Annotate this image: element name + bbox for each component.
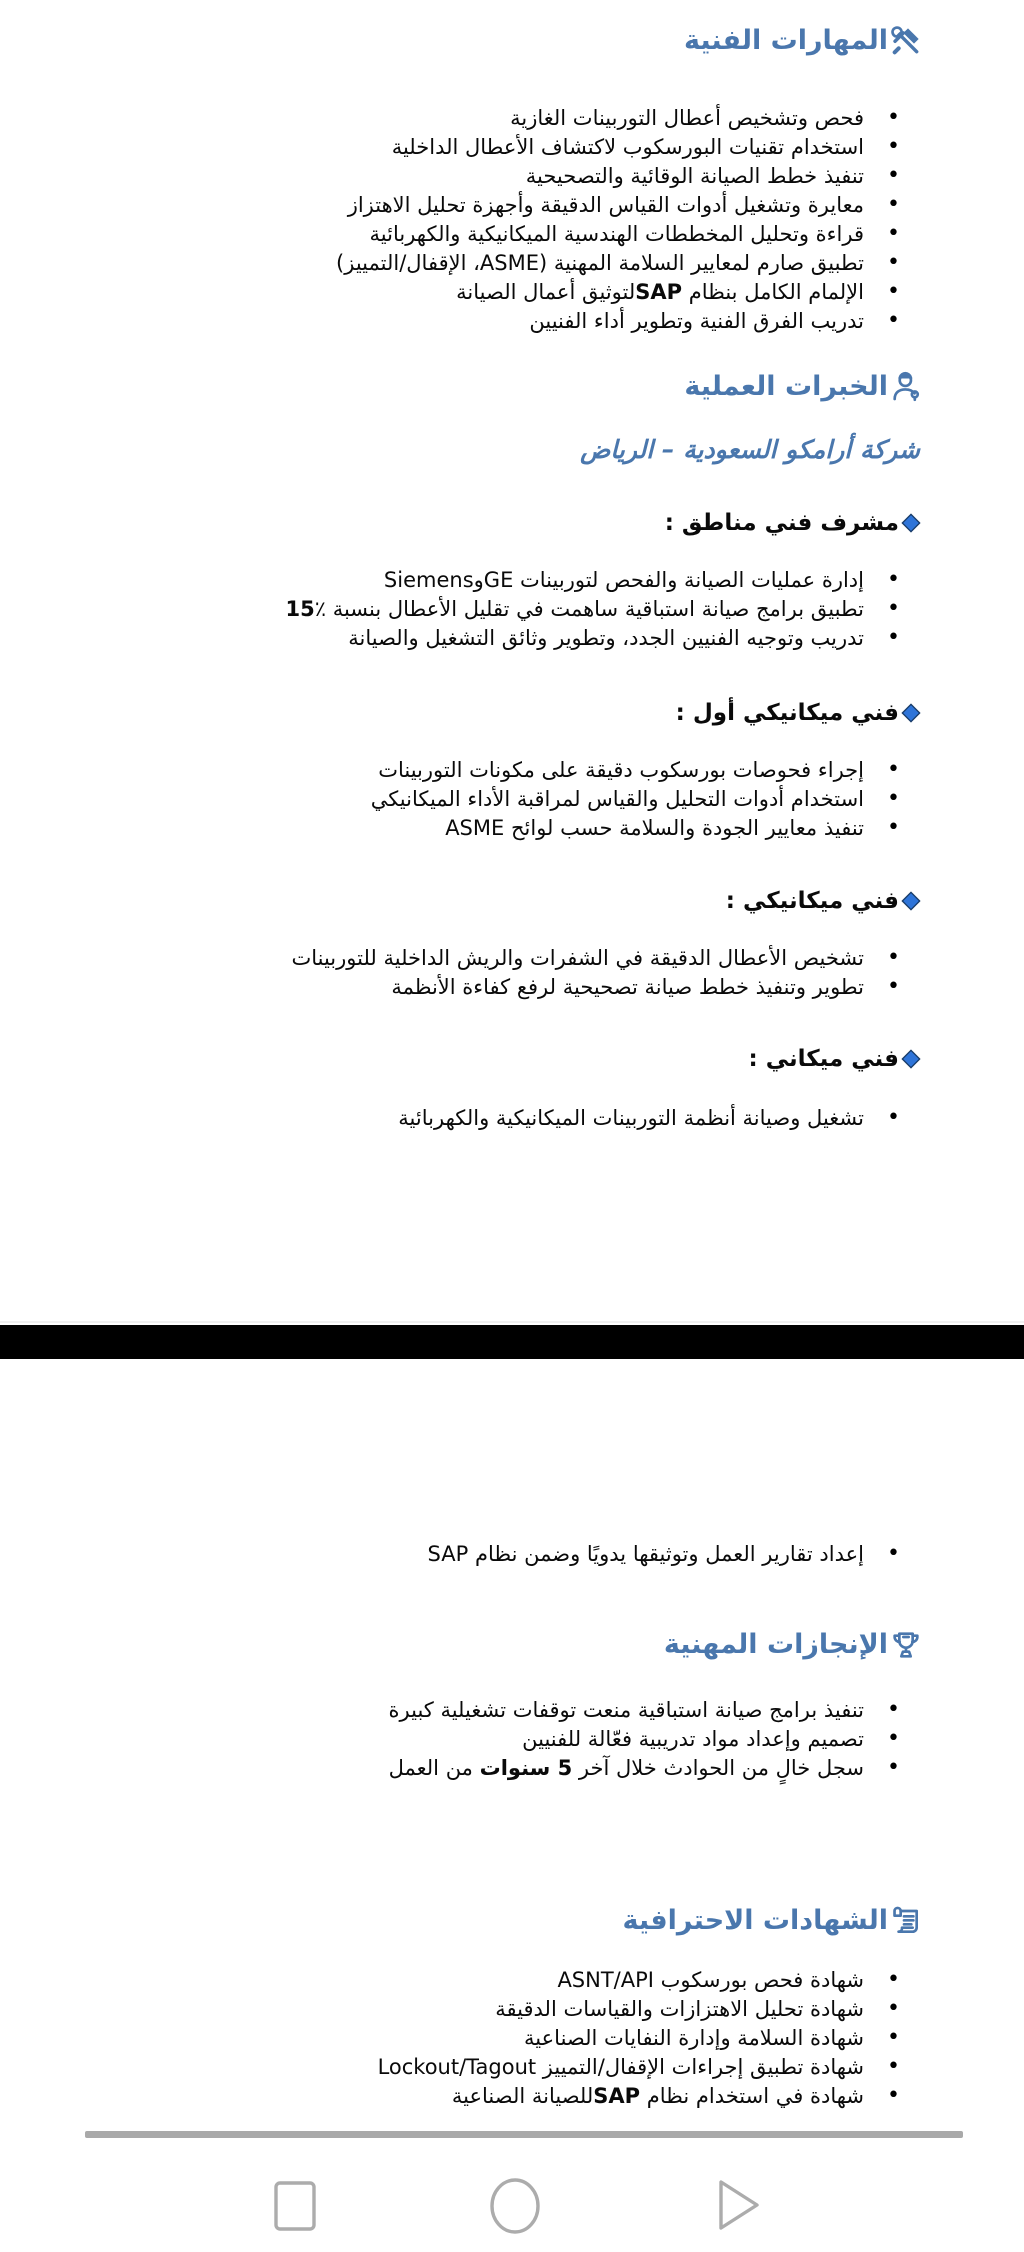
list-item: • تطبيق برامج صيانة استباقية ساهمت في تقليل الأعطال بنسبة ٪15 [40, 595, 922, 624]
list-item: • إدارة عمليات الصيانة والفحص لتوربينات GEوSiemens [40, 566, 922, 595]
list-item: • استخدام أدوات التحليل والقياس لمراقبة الأداء الميكانيكي [40, 785, 922, 814]
list-item: • فحص وتشخيص أعطال التوربينات الغازية [40, 104, 922, 133]
certificates-heading [623, 1904, 922, 1938]
role-bullet-list [40, 566, 922, 653]
home-button[interactable] [488, 2176, 542, 2236]
continued-bullet-list [40, 1540, 922, 1569]
company-line: شركة أرامكو السعودية – الرياض [580, 435, 920, 464]
back-button[interactable] [716, 2178, 762, 2232]
list-item: • إجراء فحوصات بورسكوب دقيقة على مكونات التوربينات [40, 756, 922, 785]
role-title: فني ميكانيكي أول : [675, 700, 899, 726]
list-item: • الإلمام الكامل بنظام SAPلتوثيق أعمال الصيانة [40, 278, 922, 307]
circle-outline-icon [488, 2176, 542, 2236]
list-item: • شهادة السلامة وإدارة النفايات الصناعية [40, 2024, 922, 2053]
list-item: • تنفيذ خطط الصيانة الوقائية والتصحيحية [40, 162, 922, 191]
skills-list [40, 104, 922, 336]
list-item: • تطبيق صارم لمعايير السلامة المهنية (ASME، الإقفال/التمييز) [40, 249, 922, 278]
list-item: • تنفيذ معايير الجودة والسلامة حسب لوائح ASME [40, 814, 922, 843]
skills-heading-label: المهارات الفنية [683, 25, 888, 56]
square-outline-icon [272, 2180, 318, 2232]
list-item: • شهادة في استخدام نظام SAPللصيانة الصناعية [40, 2082, 922, 2111]
trophy-icon [890, 1629, 922, 1661]
list-item: • شهادة فحص بورسكوب ASNT/API [40, 1966, 922, 1995]
role-heading-mechanical [726, 886, 922, 916]
role-title: مشرف فني مناطق : [664, 510, 899, 536]
list-item: • تشغيل وصيانة أنظمة التوربينات الميكانيكية والكهربائية [40, 1104, 922, 1133]
skills-heading [684, 24, 922, 58]
page-separator [0, 1325, 1024, 1359]
role-title: فني ميكانيكي : [725, 888, 899, 914]
achievements-list [40, 1696, 922, 1783]
list-item: • سجل خالٍ من الحوادث خلال آخر 5 سنوات من العمل [40, 1754, 922, 1783]
role-title: فني ميكاني : [748, 1046, 899, 1072]
list-item: • تنفيذ برامج صيانة استباقية منعت توقفات تشغيلية كبيرة [40, 1696, 922, 1725]
mechanic-icon [890, 371, 922, 403]
role-bullet-list [40, 756, 922, 843]
list-item: • استخدام تقنيات البورسكوب لاكتشاف الأعطال الداخلية [40, 133, 922, 162]
certificates-heading-label: الشهادات الاحترافية [622, 1905, 888, 1936]
list-item: • تدريب وتوجيه الفنيين الجدد، وتطوير وثائق التشغيل والصيانة [40, 624, 922, 653]
achievements-heading-label: الإنجازات المهنية [663, 1629, 888, 1660]
list-item: • تصميم وإعداد مواد تدريبية فعّالة للفنيين [40, 1725, 922, 1754]
blue-diamond-icon [900, 702, 922, 724]
blue-diamond-icon [900, 512, 922, 534]
scroll-icon [890, 1905, 922, 1937]
list-item: • شهادة تطبيق إجراءات الإقفال/التمييز Lockout/Tagout [40, 2053, 922, 2082]
android-navigation-bar [0, 2160, 1024, 2252]
triangle-outline-icon [716, 2178, 762, 2232]
recents-button[interactable] [272, 2180, 318, 2232]
role-heading-supervisor [665, 508, 922, 538]
role-bullet-list [40, 1104, 922, 1133]
role-heading-mechanic [749, 1044, 922, 1074]
role-bullet-list [40, 944, 922, 1002]
experience-heading-label: الخبرات العملية [684, 371, 888, 402]
list-item: • معايرة وتشغيل أدوات القياس الدقيقة وأجهزة تحليل الاهتزاز [40, 191, 922, 220]
certificates-list [40, 1966, 922, 2111]
blue-diamond-icon [900, 1048, 922, 1070]
list-item: • تدريب الفرق الفنية وتطوير أداء الفنيين [40, 307, 922, 336]
list-item: • تشخيص الأعطال الدقيقة في الشفرات والريش الداخلية للتوربينات [40, 944, 922, 973]
list-item: • تطوير وتنفيذ خطط صيانة تصحيحية لرفع كفاءة الأنظمة [40, 973, 922, 1002]
list-item: • شهادة تحليل الاهتزازات والقياسات الدقيقة [40, 1995, 922, 2024]
document-edge-divider [85, 2131, 963, 2138]
blue-diamond-icon [900, 890, 922, 912]
list-item: • قراءة وتحليل المخططات الهندسية الميكانيكية والكهربائية [40, 220, 922, 249]
role-heading-senior-mechanical [676, 698, 922, 728]
achievements-heading [664, 1628, 922, 1662]
list-item: • إعداد تقارير العمل وتوثيقها يدويًا وضمن نظام SAP [40, 1540, 922, 1569]
experience-heading [684, 370, 922, 404]
hammer-and-wrench-icon [890, 25, 922, 57]
page-edge-hairline [0, 1321, 1024, 1323]
